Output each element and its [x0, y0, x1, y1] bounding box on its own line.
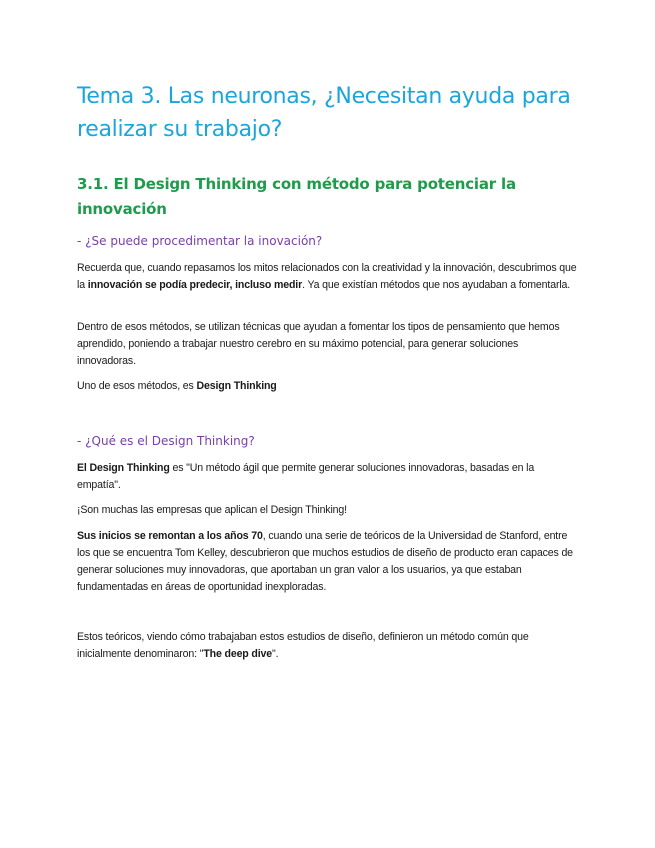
paragraph-7: [77, 629, 577, 663]
paragraph-3-bold: Design Thinking: [196, 380, 277, 392]
paragraph-4-bold: El Design Thinking: [77, 462, 170, 474]
paragraph-2: Dentro de esos métodos, se utilizan técnicas que ayudan a fomentar los tipos de pensamiento que hemos aprendido, poniendo a trabajar nuestro cerebro en su máximo potencial, para generar soluciones innovadoras.: [77, 321, 560, 367]
paragraph-6-text: , cuando una serie de teóricos de la Universidad de Stanford, entre los que se encuentra Tom Kelley, descubrieron que muchos estudios de diseño de producto eran capaces de generar soluciones muy innovadoras, que aportaban un gran valor a los usuarios, ya que estaban fundamentadas en áreas de oportunidad inexploradas.: [77, 530, 573, 593]
paragraph-6-bold: Sus inicios se remontan a los años 70: [77, 530, 263, 542]
paragraph-7-text-c: ".: [272, 648, 279, 660]
paragraph-5: ¡Son muchas las empresas que aplican el Design Thinking!: [77, 504, 347, 516]
paragraph-4: [77, 460, 577, 494]
paragraph-1-text-a: Recuerda que, cuando repasamos los mitos relacionados con la creatividad y la innovación, descubrimos que la: [77, 262, 577, 291]
paragraph-3-text: Uno de esos métodos, es: [77, 380, 197, 392]
paragraph-1-text-c: . Ya que existían métodos que nos ayudaban a fomentarla.: [302, 279, 571, 291]
page-title: Tema 3. Las neuronas, ¿Necesitan ayuda para realizar su trabajo?: [77, 84, 571, 142]
paragraph-4-text: es "Un método ágil que permite generar soluciones innovadoras, basadas en la empatía".: [77, 462, 535, 491]
paragraph-1: [77, 260, 577, 294]
paragraph-3: [77, 378, 577, 395]
section-heading: 3.1. El Design Thinking con método para potenciar la innovación: [77, 175, 516, 218]
paragraph-6: [77, 528, 577, 596]
paragraph-7-text-a: Estos teóricos, viendo cómo trabajaban estos estudios de diseño, definieron un método común que inicialmente denominaron: ": [77, 631, 529, 660]
question-heading-1: - ¿Se puede procedimentar la inovación?: [77, 234, 323, 248]
question-heading-2: - ¿Qué es el Design Thinking?: [77, 434, 255, 448]
paragraph-1-bold: innovación se podía predecir, incluso medir: [87, 279, 303, 291]
paragraph-7-bold: The deep dive: [203, 648, 273, 660]
